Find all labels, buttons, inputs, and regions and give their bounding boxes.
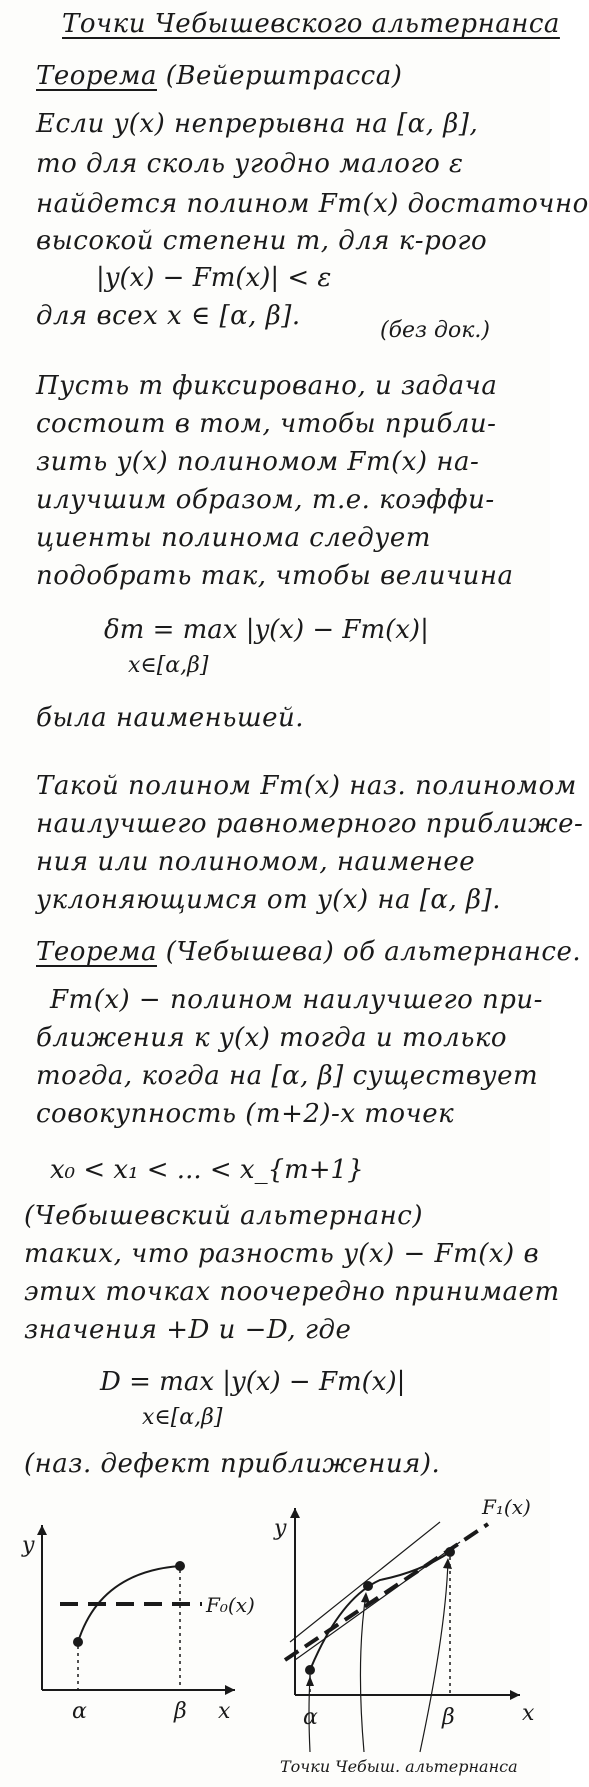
paragraph1-line: Пусть m фиксировано, и задача xyxy=(36,371,498,401)
beta-label: β xyxy=(442,1705,455,1730)
defect-formula: D = max |y(x) − Fm(x)| xyxy=(100,1367,406,1397)
theorem1-heading xyxy=(36,60,402,92)
y-axis-label: y xyxy=(22,1533,35,1558)
no-proof-note: (без док.) xyxy=(380,318,490,343)
theorem2-line: тогда, когда на [α, β] существует xyxy=(36,1061,539,1091)
alternance-caption: Точки Чебыш. альтернанса xyxy=(280,1757,518,1776)
paragraph2-line: наилучшего равномерного приближе- xyxy=(36,809,584,839)
paragraph2-line: ния или полиномом, наименее xyxy=(36,847,476,877)
paragraph1-line: состоит в том, чтобы прибли- xyxy=(36,409,497,439)
alternance-point xyxy=(363,1581,373,1591)
y-axis-arrow xyxy=(37,1525,47,1535)
paragraph2-line: Такой полином Fm(x) наз. полиномом xyxy=(36,771,577,801)
endpoint-beta-point xyxy=(175,1561,185,1571)
theorem1-line: для всех x ∈ [α, β]. xyxy=(36,301,301,331)
theorem2-line: ближения к y(x) тогда и только xyxy=(36,1023,508,1053)
endpoint-alpha-point xyxy=(73,1637,83,1647)
figure-linear-approximation xyxy=(270,1480,545,1785)
theorem2-line: таких, что разность y(x) − Fm(x) в xyxy=(24,1239,540,1269)
page-title: Точки Чебышевского альтернанса xyxy=(62,9,560,39)
pointer-arrowhead xyxy=(361,1592,370,1603)
theorem1-line: высокой степени m, для к-рого xyxy=(36,226,488,256)
theorem2-line: этих точках поочередно принимает xyxy=(24,1277,560,1307)
f1-label: F₁(x) xyxy=(482,1495,531,1519)
paragraph1-line: илучшим образом, т.е. коэффи- xyxy=(36,485,495,515)
x-axis-arrow xyxy=(225,1685,235,1695)
x-axis-label: x xyxy=(218,1699,231,1724)
delta-formula: δm = max |y(x) − Fm(x)| xyxy=(104,615,429,645)
y-axis-label: y xyxy=(274,1516,287,1541)
theorem1-line: найдется полином Fm(x) достаточно xyxy=(36,189,589,219)
paragraph2-line: уклоняющимся от y(x) на [α, β]. xyxy=(36,885,501,915)
theorem2-line: совокупность (m+2)-х точек xyxy=(36,1099,455,1129)
alpha-label: α xyxy=(72,1699,87,1724)
theorem1-heading-author: (Вейерштрасса) xyxy=(165,61,403,91)
f0-label: F₀(x) xyxy=(206,1593,255,1617)
paragraph1-line: циенты полинома следует xyxy=(36,523,431,553)
pointer-arrow xyxy=(360,1594,366,1752)
theorem2-line: значения +D и −D, где xyxy=(24,1315,352,1345)
theorem1-line: Если y(x) непрерывна на [α, β], xyxy=(36,109,479,139)
theorem2-heading-author: (Чебышева) xyxy=(165,937,335,967)
theorem2-closing: (наз. дефект приближения). xyxy=(24,1449,441,1479)
theorem2-line: (Чебышевский альтернанс) xyxy=(24,1201,424,1231)
theorem2-heading-name: Теорема xyxy=(36,937,157,967)
theorem1-heading-name: Теорема xyxy=(36,61,157,91)
x-axis-arrow xyxy=(510,1690,520,1700)
alternance-points-inequality: x₀ < x₁ < ... < x_{m+1} xyxy=(50,1155,364,1185)
y-axis-arrow xyxy=(290,1508,300,1518)
paragraph1-closing: была наименьшей. xyxy=(36,703,304,733)
figure-constant-approximation xyxy=(20,1500,260,1730)
beta-label: β xyxy=(174,1699,187,1724)
theorem2-line: Fm(x) − полином наилучшего при- xyxy=(50,985,543,1015)
theorem1-inequality: |y(x) − Fm(x)| < ε xyxy=(96,263,332,293)
x-axis-label: x xyxy=(522,1701,535,1726)
linear-polynomial-line xyxy=(285,1524,488,1660)
paragraph1-line: зить y(x) полиномом Fm(x) на- xyxy=(36,447,480,477)
defect-formula-subscript: x∈[α,β] xyxy=(142,1405,223,1430)
theorem2-heading-rest: об альтернансе. xyxy=(342,937,582,967)
alternance-point xyxy=(445,1547,455,1557)
alternance-point xyxy=(305,1665,315,1675)
paragraph1-line: подобрать так, чтобы величина xyxy=(36,561,514,591)
delta-formula-subscript: x∈[α,β] xyxy=(128,653,209,678)
alpha-label: α xyxy=(303,1705,318,1730)
pointer-arrowhead xyxy=(306,1676,314,1686)
theorem2-heading xyxy=(36,936,581,968)
theorem1-line: то для сколь угодно малого ε xyxy=(36,149,464,179)
